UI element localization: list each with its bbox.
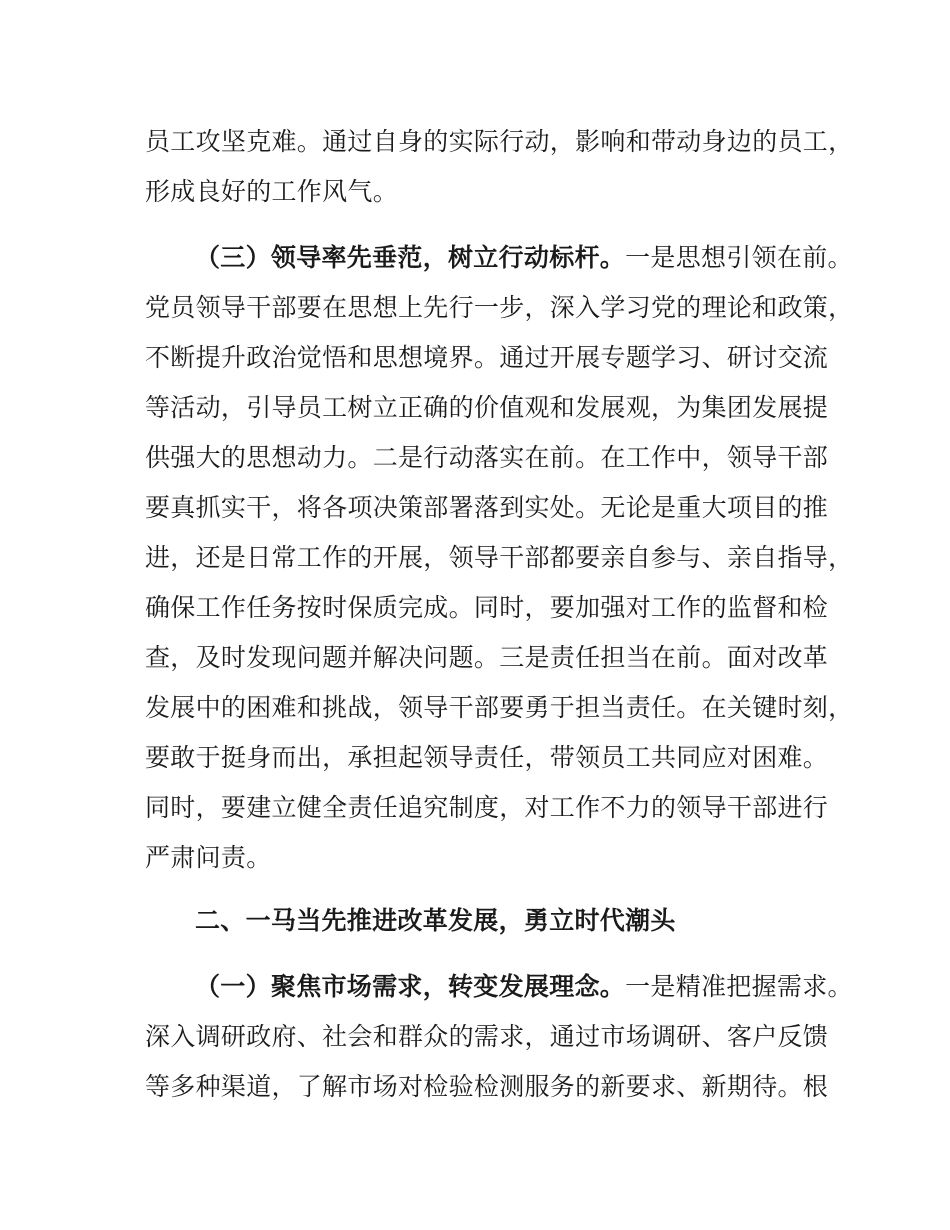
lead-text: 一是思想引领在前。 bbox=[625, 243, 853, 272]
text-line: 同时，要建立健全责任追究制度，对工作不力的领导干部进行 bbox=[145, 793, 829, 822]
text-line: 进，还是日常工作的开展，领导干部都要亲自参与、亲自指导， bbox=[145, 543, 854, 572]
section-heading-2: 二、一马当先推进改革发展，勇立时代潮头 bbox=[195, 906, 676, 935]
text-line: 供强大的思想动力。二是行动落实在前。在工作中，领导干部 bbox=[145, 443, 829, 472]
section-heading-3: （三）领导率先垂范，树立行动标杆。 bbox=[195, 243, 626, 272]
text-line: 发展中的困难和挑战，领导干部要勇于担当责任。在关键时刻， bbox=[145, 693, 854, 722]
section-heading-3: （一）聚焦市场需求，转变发展理念。 bbox=[195, 972, 626, 1001]
text-line: 员工攻坚克难。通过自身的实际行动，影响和带动身边的员工， bbox=[145, 127, 854, 156]
text-line: 不断提升政治觉悟和思想境界。通过开展专题学习、研讨交流 bbox=[145, 343, 829, 372]
text-line: 形成良好的工作风气。 bbox=[145, 177, 399, 206]
section-lead-line bbox=[195, 972, 853, 1002]
section-lead-line bbox=[195, 243, 853, 273]
text-line: 要敢于挺身而出，承担起领导责任，带领员工共同应对困难。 bbox=[145, 743, 829, 772]
text-line: 党员领导干部要在思想上先行一步，深入学习党的理论和政策， bbox=[145, 293, 854, 322]
text-line: 要真抓实干，将各项决策部署落到实处。无论是重大项目的推 bbox=[145, 493, 829, 522]
text-line: 查，及时发现问题并解决问题。三是责任担当在前。面对改革 bbox=[145, 643, 829, 672]
text-line: 严肃问责。 bbox=[145, 843, 272, 872]
text-line: 深入调研政府、社会和群众的需求，通过市场调研、客户反馈 bbox=[145, 1022, 829, 1051]
text-line: 确保工作任务按时保质完成。同时，要加强对工作的监督和检 bbox=[145, 593, 829, 622]
text-line: 等多种渠道，了解市场对检验检测服务的新要求、新期待。根 bbox=[145, 1072, 829, 1101]
text-line: 等活动，引导员工树立正确的价值观和发展观，为集团发展提 bbox=[145, 393, 829, 422]
lead-text: 一是精准把握需求。 bbox=[625, 972, 853, 1001]
